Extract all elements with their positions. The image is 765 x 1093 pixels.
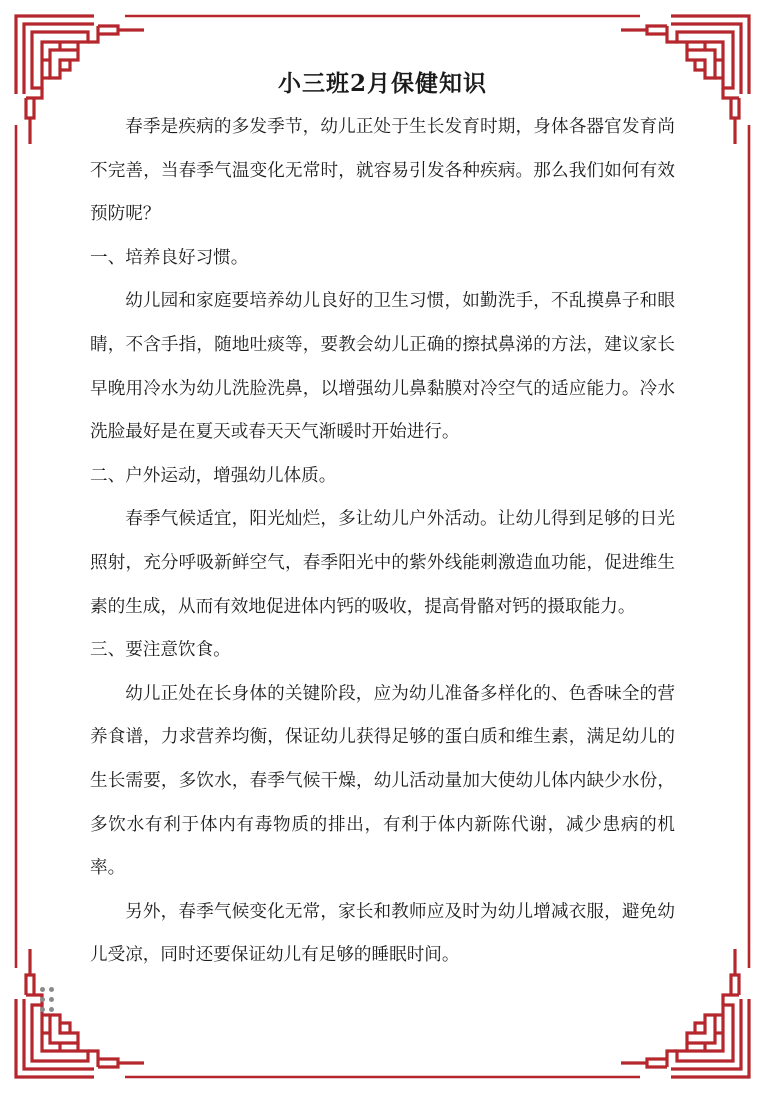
paragraph-intro: 春季是疾病的多发季节，幼儿正处于生长发育时期，身体各器官发育尚不完善，当春季气温变化无常时，就容易引发各种疾病。那么我们如何有效预防呢？ — [90, 117, 675, 225]
section-heading-1: 一、培养良好习惯。 — [90, 247, 249, 268]
paragraph-exercise: 春季气候适宜，阳光灿烂，多让幼儿户外活动。让幼儿得到足够的日光照射，充分呼吸新鲜空气，春季阳光中的紫外线能刺激造血功能，促进维生素的生成，从而有效地促进体内钙的吸收，提高骨骼对钙的摄取能力。 — [90, 509, 675, 617]
paragraph-habits: 幼儿园和家庭要培养幼儿良好的卫生习惯，如勤洗手，不乱摸鼻子和眼睛，不含手指，随地吐痰等，要教会幼儿正确的擦拭鼻涕的方法，建议家长早晚用冷水为幼儿洗脸洗鼻，以增强幼儿鼻黏膜对冷空气的适应能力。冷水洗脸最好是在夏天或春天天气渐暖时开始进行。 — [90, 291, 675, 443]
paragraph-diet: 幼儿正处在长身体的关键阶段，应为幼儿准备多样化的、色香味全的营养食谱，力求营养均衡，保证幼儿获得足够的蛋白质和维生素，满足幼儿的生长需要，多饮水，春季气候干燥，幼儿活动量加大使幼儿体内缺少水份，多饮水有利于体内有毒物质的排出，有利于体内新陈代谢，减少患病的机率。 — [90, 683, 675, 879]
section-heading-3: 三、要注意饮食。 — [90, 640, 231, 661]
document-title: 小三班2月保健知识 — [277, 70, 487, 97]
document-body — [90, 66, 675, 978]
section-heading-2: 二、户外运动，增强幼儿体质。 — [90, 465, 337, 486]
paragraph-additional: 另外，春季气候变化无常，家长和教师应及时为幼儿增减衣服，避免幼儿受凉，同时还要保证幼儿有足够的睡眠时间。 — [90, 901, 675, 966]
drag-handle-icon[interactable] — [40, 987, 56, 1013]
